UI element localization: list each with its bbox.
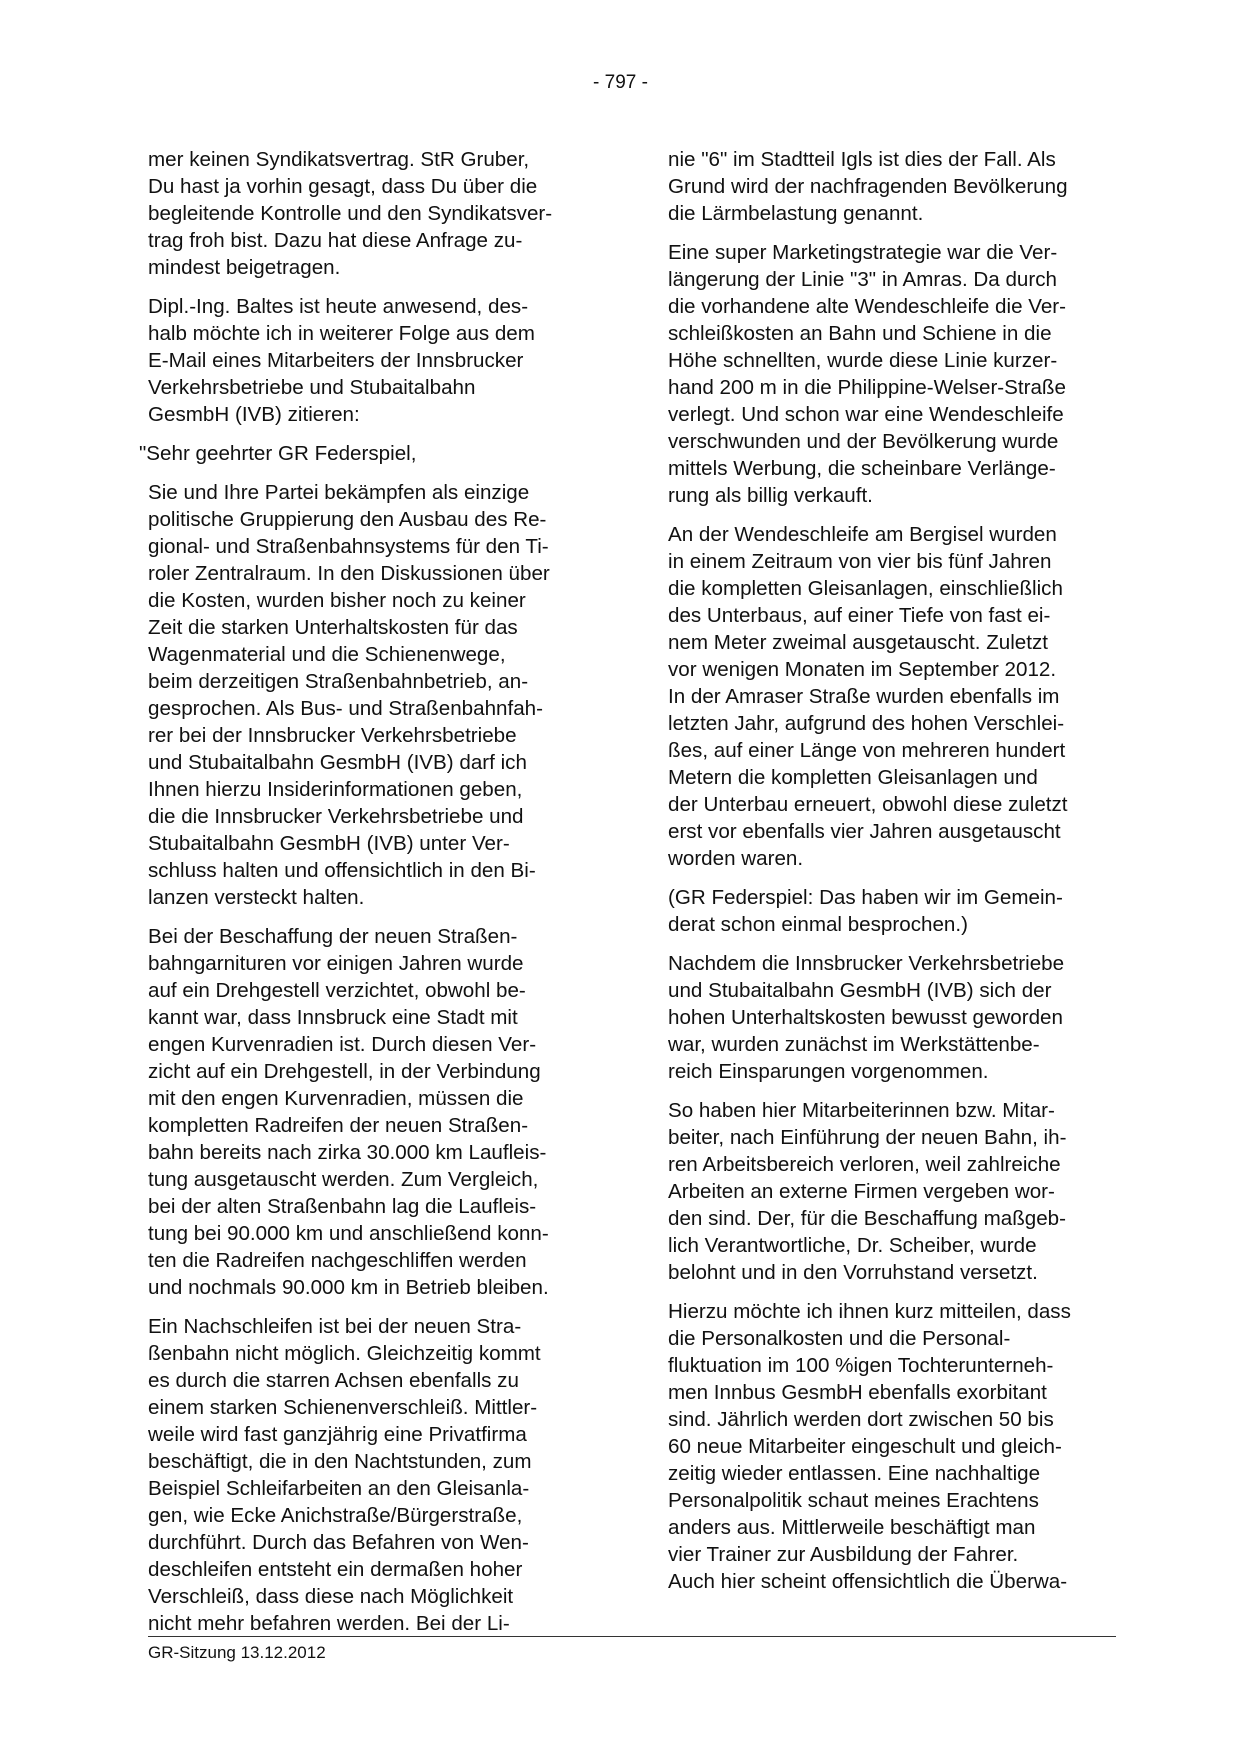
text-line: in einem Zeitraum von vier bis fünf Jahren bbox=[668, 550, 1052, 573]
text-line: Arbeiten an externe Firmen vergeben wor- bbox=[668, 1180, 1055, 1203]
text-line: nicht mehr befahren werden. Bei der Li- bbox=[148, 1612, 510, 1635]
text-line: sind. Jährlich werden dort zwischen 50 bis bbox=[668, 1408, 1054, 1431]
text-line: GesmbH (IVB) zitieren: bbox=[148, 403, 360, 426]
page-number: - 797 - bbox=[593, 72, 648, 93]
text-line: Beispiel Schleifarbeiten an den Gleisanla- bbox=[148, 1477, 530, 1500]
text-line: deschleifen entsteht ein dermaßen hoher bbox=[148, 1558, 523, 1581]
text-line: Ihnen hierzu Insiderinformationen geben, bbox=[148, 778, 523, 801]
text-line: So haben hier Mitarbeiterinnen bzw. Mitar- bbox=[668, 1099, 1055, 1122]
text-line: men Innbus GesmbH ebenfalls exorbitant bbox=[668, 1381, 1047, 1404]
text-line: rung als billig verkauft. bbox=[668, 484, 873, 507]
text-line: Du hast ja vorhin gesagt, dass Du über die bbox=[148, 175, 538, 198]
text-line: An der Wendeschleife am Bergisel wurden bbox=[668, 523, 1057, 546]
paragraph bbox=[668, 950, 1116, 1085]
text-line: beiter, nach Einführung der neuen Bahn, ih- bbox=[668, 1126, 1067, 1149]
text-line: kompletten Radreifen der neuen Straßen- bbox=[148, 1114, 529, 1137]
text-line: auf ein Drehgestell verzichtet, obwohl be- bbox=[148, 979, 526, 1002]
text-line: die die Innsbrucker Verkehrsbetriebe und bbox=[148, 805, 524, 828]
text-line: Wagenmaterial und die Schienenwege, bbox=[148, 643, 506, 666]
text-line: fluktuation im 100 %igen Tochterunterneh- bbox=[668, 1354, 1054, 1377]
text-line: reich Einsparungen vorgenommen. bbox=[668, 1060, 989, 1083]
text-line: Höhe schnellten, wurde diese Linie kurzer- bbox=[668, 349, 1058, 372]
text-line: Dipl.-Ing. Baltes ist heute anwesend, des- bbox=[148, 295, 529, 318]
text-line: Sie und Ihre Partei bekämpfen als einzige bbox=[148, 481, 530, 504]
text-line: mindest beigetragen. bbox=[148, 256, 341, 279]
text-line: ren Arbeitsbereich verloren, weil zahlreiche bbox=[668, 1153, 1061, 1176]
text-line: des Unterbaus, auf einer Tiefe von fast ei- bbox=[668, 604, 1051, 627]
text-line: verlegt. Und schon war eine Wendeschleife bbox=[668, 403, 1064, 426]
text-line: ßenbahn nicht möglich. Gleichzeitig kommt bbox=[148, 1342, 541, 1365]
text-line: beim derzeitigen Straßenbahnbetrieb, an- bbox=[148, 670, 529, 693]
text-line: hohen Unterhaltskosten bewusst geworden bbox=[668, 1006, 1063, 1029]
text-line: verschwunden und der Bevölkerung wurde bbox=[668, 430, 1059, 453]
text-line: begleitende Kontrolle und den Syndikatsver- bbox=[148, 202, 553, 225]
text-line: engen Kurvenradien ist. Durch diesen Ver- bbox=[148, 1033, 537, 1056]
text-line: war, wurden zunächst im Werkstättenbe- bbox=[668, 1033, 1040, 1056]
paragraph bbox=[148, 1313, 593, 1637]
text-line: bei der alten Straßenbahn lag die Laufleis- bbox=[148, 1195, 537, 1218]
text-line: (GR Federspiel: Das haben wir im Gemein- bbox=[668, 886, 1063, 909]
text-line: halb möchte ich in weiterer Folge aus dem bbox=[148, 322, 535, 345]
text-line: Hierzu möchte ich ihnen kurz mitteilen, dass bbox=[668, 1300, 1071, 1323]
paragraph bbox=[668, 239, 1116, 509]
text-line: vor wenigen Monaten im September 2012. bbox=[668, 658, 1057, 681]
text-line: anders aus. Mittlerweile beschäftigt man bbox=[668, 1516, 1036, 1539]
text-line: worden waren. bbox=[668, 847, 804, 870]
text-line: ßes, auf einer Länge von mehreren hundert bbox=[668, 739, 1066, 762]
text-line: die Lärmbelastung genannt. bbox=[668, 202, 924, 225]
text-line: vier Trainer zur Ausbildung der Fahrer. bbox=[668, 1543, 1019, 1566]
paragraph bbox=[668, 521, 1116, 872]
text-line: letzten Jahr, aufgrund des hohen Verschlei- bbox=[668, 712, 1065, 735]
text-line: die kompletten Gleisanlagen, einschließlich bbox=[668, 577, 1063, 600]
footer-session-date: GR-Sitzung 13.12.2012 bbox=[148, 1643, 326, 1662]
text-line: Zeit die starken Unterhaltskosten für das bbox=[148, 616, 518, 639]
text-line: mit den engen Kurvenradien, müssen die bbox=[148, 1087, 524, 1110]
text-line: trag froh bist. Dazu hat diese Anfrage zu- bbox=[148, 229, 523, 252]
text-line: nem Meter zweimal ausgetauscht. Zuletzt bbox=[668, 631, 1048, 654]
text-line: bahngarnituren vor einigen Jahren wurde bbox=[148, 952, 524, 975]
text-line: 60 neue Mitarbeiter eingeschult und gleich- bbox=[668, 1435, 1062, 1458]
text-line: Stubaitalbahn GesmbH (IVB) unter Ver- bbox=[148, 832, 510, 855]
text-line: rer bei der Innsbrucker Verkehrsbetriebe bbox=[148, 724, 517, 747]
text-line: tung bei 90.000 km und anschließend konn- bbox=[148, 1222, 549, 1245]
text-line: belohnt und in den Vorruhstand versetzt. bbox=[668, 1261, 1038, 1284]
text-line: Nachdem die Innsbrucker Verkehrsbetriebe bbox=[668, 952, 1065, 975]
text-line: es durch die starren Achsen ebenfalls zu bbox=[148, 1369, 519, 1392]
text-line: politische Gruppierung den Ausbau des Re- bbox=[148, 508, 547, 531]
text-line: hand 200 m in die Philippine-Welser-Straße bbox=[668, 376, 1066, 399]
text-line: einem starken Schienenverschleiß. Mittler- bbox=[148, 1396, 538, 1419]
paragraph bbox=[148, 923, 593, 1301]
text-line: zeitig wieder entlassen. Eine nachhaltige bbox=[668, 1462, 1041, 1485]
left-column bbox=[139, 146, 593, 1649]
text-line: gional- und Straßenbahnsystems für den Ti- bbox=[148, 535, 549, 558]
text-line: und nochmals 90.000 km in Betrieb bleiben. bbox=[148, 1276, 549, 1299]
right-column bbox=[668, 146, 1116, 1607]
text-line: "Sehr geehrter GR Federspiel, bbox=[139, 442, 417, 465]
text-line: schleißkosten an Bahn und Schiene in die bbox=[668, 322, 1052, 345]
text-line: tung ausgetauscht werden. Zum Vergleich, bbox=[148, 1168, 539, 1191]
text-line: Auch hier scheint offensichtlich die Überwa- bbox=[668, 1570, 1068, 1593]
text-line: kannt war, dass Innsbruck eine Stadt mit bbox=[148, 1006, 518, 1029]
text-line: Personalpolitik schaut meines Erachtens bbox=[668, 1489, 1039, 1512]
text-line: Verkehrsbetriebe und Stubaitalbahn bbox=[148, 376, 476, 399]
text-line: Bei der Beschaffung der neuen Straßen- bbox=[148, 925, 518, 948]
paragraph bbox=[668, 1298, 1116, 1595]
text-line: längerung der Linie "3" in Amras. Da durch bbox=[668, 268, 1057, 291]
text-line: Ein Nachschleifen ist bei der neuen Stra- bbox=[148, 1315, 522, 1338]
text-line: Eine super Marketingstrategie war die Ver- bbox=[668, 241, 1058, 264]
text-line: lanzen versteckt halten. bbox=[148, 886, 365, 909]
text-line: den sind. Der, für die Beschaffung maßgeb- bbox=[668, 1207, 1066, 1230]
text-line: bahn bereits nach zirka 30.000 km Laufleis- bbox=[148, 1141, 547, 1164]
paragraph bbox=[148, 146, 593, 281]
text-line: derat schon einmal besprochen.) bbox=[668, 913, 968, 936]
text-line: zicht auf ein Drehgestell, in der Verbindung bbox=[148, 1060, 541, 1083]
text-line: Verschleiß, dass diese nach Möglichkeit bbox=[148, 1585, 514, 1608]
text-line: und Stubaitalbahn GesmbH (IVB) sich der bbox=[668, 979, 1052, 1002]
paragraph bbox=[139, 440, 593, 467]
text-line: roler Zentralraum. In den Diskussionen über bbox=[148, 562, 550, 585]
text-line: weile wird fast ganzjährig eine Privatfirma bbox=[148, 1423, 527, 1446]
text-line: der Unterbau erneuert, obwohl diese zuletzt bbox=[668, 793, 1068, 816]
text-line: gesprochen. Als Bus- und Straßenbahnfah- bbox=[148, 697, 543, 720]
text-line: schluss halten und offensichtlich in den Bi- bbox=[148, 859, 536, 882]
text-line: durchführt. Durch das Befahren von Wen- bbox=[148, 1531, 529, 1554]
text-line: lich Verantwortliche, Dr. Scheiber, wurde bbox=[668, 1234, 1037, 1257]
paragraph bbox=[668, 884, 1116, 938]
paragraph bbox=[148, 293, 593, 428]
text-line: mer keinen Syndikatsvertrag. StR Gruber, bbox=[148, 148, 530, 171]
text-line: nie "6" im Stadtteil Igls ist dies der Fall. Als bbox=[668, 148, 1056, 171]
text-line: und Stubaitalbahn GesmbH (IVB) darf ich bbox=[148, 751, 527, 774]
paragraph bbox=[668, 1097, 1116, 1286]
text-line: die vorhandene alte Wendeschleife die Ver- bbox=[668, 295, 1067, 318]
text-line: gen, wie Ecke Anichstraße/Bürgerstraße, bbox=[148, 1504, 523, 1527]
paragraph bbox=[668, 146, 1116, 227]
footer-divider bbox=[148, 1636, 1116, 1637]
text-line: ten die Radreifen nachgeschliffen werden bbox=[148, 1249, 527, 1272]
text-line: In der Amraser Straße wurden ebenfalls im bbox=[668, 685, 1060, 708]
text-line: mittels Werbung, die scheinbare Verlänge- bbox=[668, 457, 1056, 480]
text-line: beschäftigt, die in den Nachtstunden, zum bbox=[148, 1450, 532, 1473]
paragraph bbox=[148, 479, 593, 911]
text-line: erst vor ebenfalls vier Jahren ausgetauscht bbox=[668, 820, 1061, 843]
text-line: Grund wird der nachfragenden Bevölkerung bbox=[668, 175, 1068, 198]
text-line: Metern die kompletten Gleisanlagen und bbox=[668, 766, 1038, 789]
text-line: die Kosten, wurden bisher noch zu keiner bbox=[148, 589, 526, 612]
text-line: E-Mail eines Mitarbeiters der Innsbrucker bbox=[148, 349, 524, 372]
text-line: die Personalkosten und die Personal- bbox=[668, 1327, 1011, 1350]
